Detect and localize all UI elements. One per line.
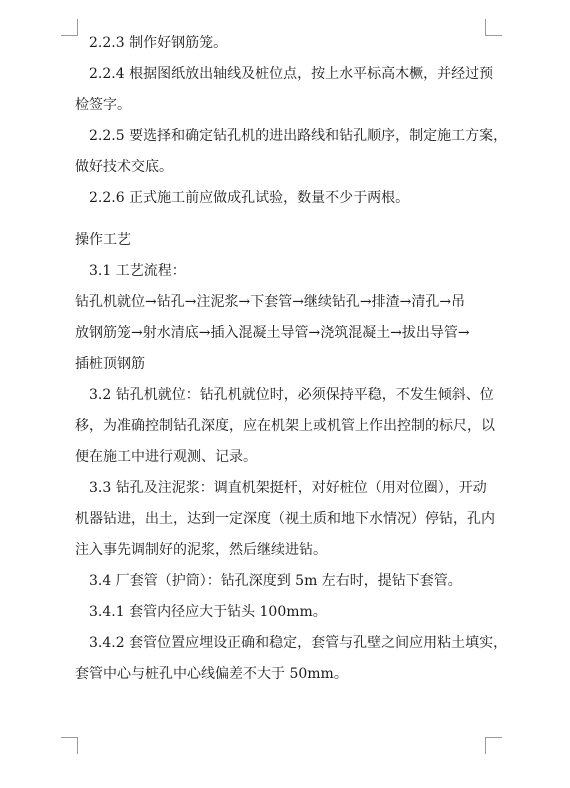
paragraph-line: 便在施工中进行观测、记录。 xyxy=(75,449,257,465)
paragraph-spacer xyxy=(75,214,495,225)
paragraph-line: 钻孔机就位→钻孔→注泥浆→下套管→继续钻孔→排渣→清孔→吊 xyxy=(75,294,466,310)
paragraph-line: 3.1 工艺流程： xyxy=(89,263,186,279)
paragraph-line: 3.4.2 套管位置应埋设正确和稳定，套管与孔壁之间应用粘土填实， xyxy=(89,635,508,651)
paragraph-line: 2.2.5 要选择和确定钻孔机的进出路线和钻孔顺序，制定施工方案， xyxy=(89,128,508,144)
paragraph-line: 套管中心与桩孔中心线偏差不大于 50mm。 xyxy=(75,666,348,682)
paragraph-line: 机器钻进，出土，达到一定深度（视土质和地下水情况）停钻，孔内 xyxy=(75,511,495,527)
paragraph-line: 做好技术交底。 xyxy=(75,159,173,175)
paragraph-line: 3.4.1 套管内径应大于钻头 100mm。 xyxy=(89,604,327,620)
paragraph-line: 2.2.3 制作好钢筋笼。 xyxy=(89,35,228,51)
paragraph-line: 2.2.6 正式施工前应做成孔试验，数量不少于两根。 xyxy=(89,190,410,206)
paragraph-line: 检签字。 xyxy=(75,97,131,113)
page-corner-mark-bottom-right xyxy=(485,737,502,754)
paragraph-line: 3.3 钻孔及注泥浆：调直机架挺杆，对好桩位（用对位圈），开动 xyxy=(89,480,487,496)
paragraph-line: 3.2 钻孔机就位：钻孔机就位时，必须保持平稳，不发生倾斜、位 xyxy=(89,387,494,403)
page-corner-mark-bottom-left xyxy=(61,737,78,754)
section-heading: 操作工艺 xyxy=(75,232,131,248)
paragraph-line: 3.4 厂套管（护筒）：钻孔深度到 5m 左右时，提钻下套管。 xyxy=(89,573,462,589)
paragraph-line: 插桩顶钢筋 xyxy=(75,356,145,372)
document-body[interactable] xyxy=(75,28,508,690)
paragraph-line: 2.2.4 根据图纸放出轴线及桩位点，按上水平标高木橛，并经过预 xyxy=(89,66,494,82)
paragraph-line: 移，为准确控制钻孔深度，应在机架上或机管上作出控制的标尺，以 xyxy=(75,418,495,434)
paragraph-line: 注入事先调制好的泥浆，然后继续进钻。 xyxy=(75,542,327,558)
paragraph-line: 放钢筋笼→射水清底→插入混凝土导管→浇筑混凝土→拔出导管→ xyxy=(75,325,470,341)
